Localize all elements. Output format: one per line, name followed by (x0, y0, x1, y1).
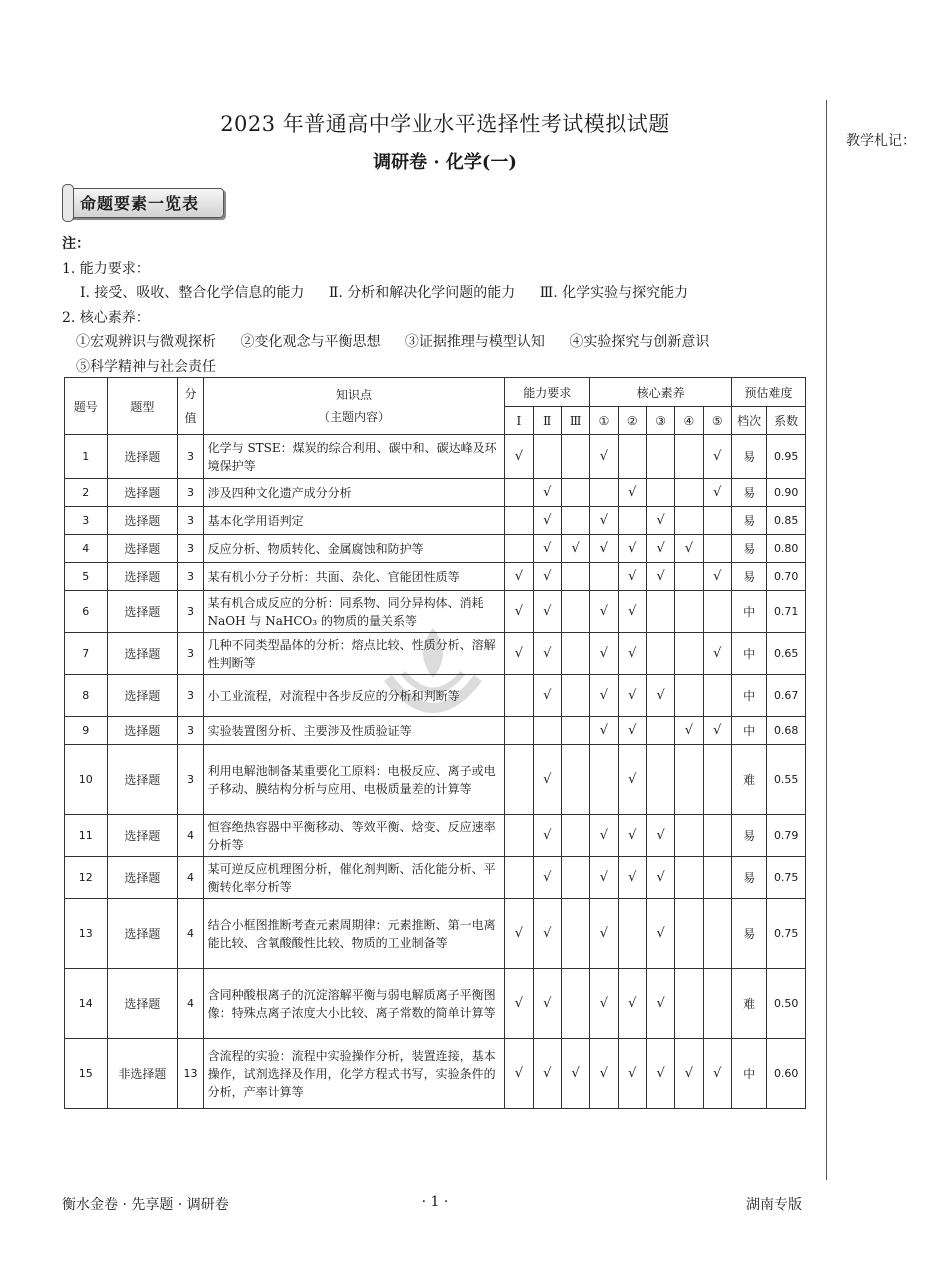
ability-item: Ⅲ. 化学实验与探究能力 (539, 285, 689, 301)
footer-edition: 湖南专版 (746, 1197, 802, 1213)
difficulty-coefficient: 0.79 (767, 815, 806, 857)
ability-check: √ (533, 675, 561, 717)
ability-check (505, 535, 533, 563)
literacy-check (675, 969, 703, 1039)
knowledge-point: 某可逆反应机理图分析，催化剂判断、活化能分析、平衡转化率分析等 (203, 857, 505, 899)
literacy-check (618, 435, 646, 479)
ability-check (561, 479, 589, 507)
page-subtitle: 调研卷 · 化学(一) (373, 152, 517, 173)
ability-check: √ (505, 591, 533, 633)
question-type: 选择题 (107, 535, 178, 563)
literacy-check (590, 745, 618, 815)
table-row (65, 745, 806, 815)
ability-check: √ (533, 535, 561, 563)
table-row (65, 535, 806, 563)
table-row (65, 507, 806, 535)
ability-check (505, 507, 533, 535)
header-knowledge-sub: （主题内容） (317, 410, 390, 424)
difficulty-coefficient: 0.65 (767, 633, 806, 675)
header-coef: 系数 (767, 407, 806, 435)
question-type: 选择题 (107, 857, 178, 899)
literacy-check (675, 507, 703, 535)
literacy-check (675, 479, 703, 507)
page-title: 2023 年普通高中学业水平选择性考试模拟试题 (220, 112, 670, 136)
literacy-check: √ (590, 675, 618, 717)
header-ability-2: Ⅱ (533, 407, 561, 435)
literacy-check (675, 563, 703, 591)
ability-check: √ (533, 563, 561, 591)
difficulty-coefficient: 0.85 (767, 507, 806, 535)
ability-check: √ (533, 857, 561, 899)
ability-check (561, 591, 589, 633)
question-score: 3 (178, 479, 203, 507)
question-type: 选择题 (107, 507, 178, 535)
difficulty-coefficient: 0.75 (767, 857, 806, 899)
header-literacy-5: ⑤ (703, 407, 731, 435)
literacy-check (618, 507, 646, 535)
difficulty-coefficient: 0.50 (767, 969, 806, 1039)
literacy-check: √ (703, 435, 731, 479)
difficulty-level: 易 (731, 535, 766, 563)
header-score: 分值 (178, 378, 203, 435)
table-row (65, 857, 806, 899)
literacy-check: √ (590, 969, 618, 1039)
question-score: 3 (178, 717, 203, 745)
literacy-check (675, 899, 703, 969)
literacy-check: √ (618, 857, 646, 899)
section-banner (62, 182, 226, 222)
header-type: 题型 (107, 378, 178, 435)
difficulty-level: 易 (731, 857, 766, 899)
literacy-check: √ (646, 815, 674, 857)
knowledge-point: 基本化学用语判定 (203, 507, 505, 535)
knowledge-point: 涉及四种文化遗产成分分析 (203, 479, 505, 507)
ability-item: Ⅰ. 接受、吸收、整合化学信息的能力 (80, 285, 305, 301)
literacy-check: √ (675, 717, 703, 745)
table-row (65, 899, 806, 969)
difficulty-coefficient: 0.55 (767, 745, 806, 815)
literacy-check: √ (590, 633, 618, 675)
header-num: 题号 (65, 378, 108, 435)
literacy-check (703, 591, 731, 633)
literacy-check (675, 857, 703, 899)
question-number: 15 (65, 1039, 108, 1109)
literacy-check: √ (590, 435, 618, 479)
literacy-item: ①宏观辨识与微观探析 (76, 334, 216, 350)
difficulty-level: 中 (731, 717, 766, 745)
question-type: 选择题 (107, 563, 178, 591)
ability-check: √ (533, 899, 561, 969)
difficulty-coefficient: 0.90 (767, 479, 806, 507)
header-ability-3: Ⅲ (561, 407, 589, 435)
literacy-check: √ (618, 745, 646, 815)
ability-check: √ (533, 745, 561, 815)
ability-check (561, 507, 589, 535)
question-number: 9 (65, 717, 108, 745)
difficulty-level: 易 (731, 435, 766, 479)
question-number: 6 (65, 591, 108, 633)
knowledge-point: 小工业流程，对流程中各步反应的分析和判断等 (203, 675, 505, 717)
question-score: 3 (178, 675, 203, 717)
table-row (65, 969, 806, 1039)
literacy-item: ④实验探究与创新意识 (569, 334, 710, 350)
ability-check: √ (505, 563, 533, 591)
question-score: 3 (178, 507, 203, 535)
literacy-check: √ (675, 535, 703, 563)
difficulty-level: 中 (731, 1039, 766, 1109)
difficulty-coefficient: 0.68 (767, 717, 806, 745)
knowledge-point: 某有机合成反应的分析：同系物、同分异构体、消耗 NaOH 与 NaHCO₃ 的物质的量关系等 (203, 591, 505, 633)
question-score: 4 (178, 899, 203, 969)
literacy-check (646, 633, 674, 675)
literacy-check (703, 815, 731, 857)
watermark-logo (368, 618, 498, 728)
literacy-check (703, 507, 731, 535)
header-literacy: 核心素养 (590, 378, 732, 407)
literacy-check: √ (646, 969, 674, 1039)
literacy-check (618, 899, 646, 969)
ability-check (533, 717, 561, 745)
ability-check (561, 675, 589, 717)
literacy-check: √ (675, 1039, 703, 1109)
literacy-check (703, 969, 731, 1039)
question-number: 1 (65, 435, 108, 479)
literacy-check (675, 745, 703, 815)
ability-check (505, 815, 533, 857)
literacy-check (703, 857, 731, 899)
ability-check: √ (533, 633, 561, 675)
difficulty-coefficient: 0.67 (767, 675, 806, 717)
ability-check: √ (561, 535, 589, 563)
literacy-check: √ (703, 717, 731, 745)
ability-check (561, 633, 589, 675)
ability-check: √ (533, 969, 561, 1039)
difficulty-coefficient: 0.95 (767, 435, 806, 479)
question-number: 10 (65, 745, 108, 815)
literacy-check (675, 633, 703, 675)
header-level: 档次 (731, 407, 766, 435)
literacy-check: √ (703, 1039, 731, 1109)
ability-check: √ (505, 435, 533, 479)
literacy-check (703, 535, 731, 563)
ability-check: √ (505, 633, 533, 675)
difficulty-level: 中 (731, 591, 766, 633)
header-knowledge (203, 378, 505, 435)
difficulty-level: 易 (731, 815, 766, 857)
question-score: 3 (178, 633, 203, 675)
ability-check (561, 857, 589, 899)
ability-check (561, 745, 589, 815)
ability-check: √ (533, 591, 561, 633)
literacy-check: √ (618, 591, 646, 633)
question-number: 5 (65, 563, 108, 591)
table-row (65, 815, 806, 857)
ability-check: √ (505, 899, 533, 969)
table-row (65, 1039, 806, 1109)
literacy-check (703, 899, 731, 969)
literacy-check (646, 435, 674, 479)
difficulty-level: 难 (731, 745, 766, 815)
literacy-check: √ (618, 815, 646, 857)
ability-check: √ (561, 1039, 589, 1109)
literacy-check: √ (646, 857, 674, 899)
ability-check (561, 717, 589, 745)
header-literacy-3: ③ (646, 407, 674, 435)
literacy-check: √ (590, 591, 618, 633)
literacy-title: 2. 核心素养： (62, 309, 150, 326)
question-number: 11 (65, 815, 108, 857)
literacy-check: √ (646, 507, 674, 535)
literacy-check: √ (618, 563, 646, 591)
difficulty-level: 易 (731, 563, 766, 591)
literacy-check: √ (703, 479, 731, 507)
question-type: 选择题 (107, 899, 178, 969)
table-body (65, 435, 806, 1109)
literacy-check (675, 591, 703, 633)
literacy-check: √ (590, 857, 618, 899)
knowledge-point: 利用电解池制备某重要化工原料：电极反应、离子或电子移动、膜结构分析与应用、电极质量差的计算等 (203, 745, 505, 815)
table-row (65, 435, 806, 479)
difficulty-coefficient: 0.71 (767, 591, 806, 633)
question-type: 选择题 (107, 745, 178, 815)
notes-block (62, 232, 802, 379)
ability-check (561, 899, 589, 969)
knowledge-point: 结合小框图推断考查元素周期律：元素推断、第一电离能比较、含氧酸酸性比较、物质的工业制备等 (203, 899, 505, 969)
question-number: 4 (65, 535, 108, 563)
question-score: 3 (178, 563, 203, 591)
ability-list (62, 281, 802, 306)
literacy-check: √ (618, 717, 646, 745)
question-score: 4 (178, 815, 203, 857)
literacy-check: √ (646, 1039, 674, 1109)
question-type: 选择题 (107, 633, 178, 675)
ability-check: √ (533, 507, 561, 535)
literacy-check: √ (646, 563, 674, 591)
knowledge-point: 几种不同类型晶体的分析：熔点比较、性质分析、溶解性判断等 (203, 633, 505, 675)
footer-publisher: 衡水金卷 · 先享题 · 调研卷 (62, 1197, 229, 1213)
question-score: 4 (178, 969, 203, 1039)
ability-check (561, 435, 589, 479)
literacy-check (646, 717, 674, 745)
question-number: 14 (65, 969, 108, 1039)
table-row (65, 479, 806, 507)
knowledge-point: 某有机小分子分析：共面、杂化、官能团性质等 (203, 563, 505, 591)
table-row (65, 563, 806, 591)
literacy-check: √ (618, 479, 646, 507)
literacy-check: √ (590, 815, 618, 857)
question-score: 13 (178, 1039, 203, 1109)
literacy-item: ⑤科学精神与社会责任 (76, 358, 216, 375)
knowledge-point: 实验装置图分析、主要涉及性质验证等 (203, 717, 505, 745)
side-margin-rule (826, 100, 827, 1180)
question-type: 选择题 (107, 815, 178, 857)
difficulty-level: 易 (731, 479, 766, 507)
literacy-check (675, 815, 703, 857)
knowledge-point: 反应分析、物质转化、金属腐蚀和防护等 (203, 535, 505, 563)
literacy-check: √ (618, 969, 646, 1039)
difficulty-level: 易 (731, 899, 766, 969)
ability-check: √ (505, 1039, 533, 1109)
literacy-check (646, 591, 674, 633)
notes-heading: 注： (62, 236, 90, 252)
literacy-check: √ (703, 563, 731, 591)
question-number: 7 (65, 633, 108, 675)
ability-check (561, 969, 589, 1039)
literacy-check (703, 675, 731, 717)
question-score: 3 (178, 591, 203, 633)
literacy-check (703, 745, 731, 815)
knowledge-point: 化学与 STSE：煤炭的综合利用、碳中和、碳达峰及环境保护等 (203, 435, 505, 479)
ability-check: √ (505, 969, 533, 1039)
header-ability-1: Ⅰ (505, 407, 533, 435)
difficulty-coefficient: 0.60 (767, 1039, 806, 1109)
difficulty-coefficient: 0.75 (767, 899, 806, 969)
literacy-item: ③证据推理与模型认知 (404, 334, 545, 350)
literacy-check: √ (618, 535, 646, 563)
ability-check: √ (533, 815, 561, 857)
ability-check (505, 745, 533, 815)
difficulty-coefficient: 0.70 (767, 563, 806, 591)
question-score: 3 (178, 535, 203, 563)
literacy-check: √ (646, 675, 674, 717)
ability-item: Ⅱ. 分析和解决化学问题的能力 (328, 285, 516, 301)
question-number: 8 (65, 675, 108, 717)
header-knowledge-title: 知识点 (335, 388, 372, 402)
difficulty-level: 中 (731, 633, 766, 675)
footer-page-number: · 1 · (421, 1194, 449, 1210)
ability-check (561, 815, 589, 857)
literacy-list (62, 330, 802, 355)
literacy-item: ②变化观念与平衡思想 (240, 334, 381, 350)
literacy-check (646, 479, 674, 507)
exam-elements-table (64, 377, 806, 1109)
banner-label: 命题要素一览表 (80, 194, 200, 213)
question-type: 选择题 (107, 675, 178, 717)
ability-check (505, 675, 533, 717)
question-type: 选择题 (107, 435, 178, 479)
question-type: 选择题 (107, 591, 178, 633)
ability-check: √ (533, 479, 561, 507)
question-type: 非选择题 (107, 1039, 178, 1109)
difficulty-coefficient: 0.80 (767, 535, 806, 563)
literacy-check: √ (703, 633, 731, 675)
literacy-check: √ (590, 717, 618, 745)
literacy-check: √ (646, 535, 674, 563)
difficulty-level: 难 (731, 969, 766, 1039)
question-number: 3 (65, 507, 108, 535)
literacy-check (590, 479, 618, 507)
knowledge-point: 含同种酸根离子的沉淀溶解平衡与弱电解质离子平衡图像：特殊点离子浓度大小比较、离子常数的简单计算等 (203, 969, 505, 1039)
question-score: 3 (178, 745, 203, 815)
literacy-check: √ (590, 535, 618, 563)
difficulty-level: 中 (731, 675, 766, 717)
literacy-check (675, 675, 703, 717)
literacy-check: √ (618, 633, 646, 675)
literacy-check: √ (590, 1039, 618, 1109)
question-type: 选择题 (107, 717, 178, 745)
literacy-check (646, 745, 674, 815)
header-literacy-1: ① (590, 407, 618, 435)
header-literacy-4: ④ (675, 407, 703, 435)
literacy-check: √ (646, 899, 674, 969)
question-type: 选择题 (107, 969, 178, 1039)
literacy-check: √ (590, 899, 618, 969)
question-number: 13 (65, 899, 108, 969)
scroll-roll-icon (62, 184, 74, 222)
difficulty-level: 易 (731, 507, 766, 535)
teaching-notes-label: 教学札记： (846, 133, 916, 149)
literacy-check: √ (590, 507, 618, 535)
question-number: 12 (65, 857, 108, 899)
ability-check (505, 857, 533, 899)
knowledge-point: 含流程的实验：流程中实验操作分析，装置连接，基本操作，试剂选择及作用，化学方程式书写，实验条件的分析，产率计算等 (203, 1039, 505, 1109)
literacy-check (590, 563, 618, 591)
ability-check: √ (533, 1039, 561, 1109)
ability-check (533, 435, 561, 479)
literacy-check: √ (618, 675, 646, 717)
ability-check (505, 479, 533, 507)
header-ability: 能力要求 (505, 378, 590, 407)
question-score: 4 (178, 857, 203, 899)
literacy-check: √ (618, 1039, 646, 1109)
question-number: 2 (65, 479, 108, 507)
question-type: 选择题 (107, 479, 178, 507)
ability-check (505, 717, 533, 745)
ability-check (561, 563, 589, 591)
ability-title: 1. 能力要求： (62, 260, 150, 277)
header-difficulty: 预估难度 (731, 378, 805, 407)
header-literacy-2: ② (618, 407, 646, 435)
knowledge-point: 恒容绝热容器中平衡移动、等效平衡、焓变、反应速率分析等 (203, 815, 505, 857)
literacy-check (675, 435, 703, 479)
question-score: 3 (178, 435, 203, 479)
